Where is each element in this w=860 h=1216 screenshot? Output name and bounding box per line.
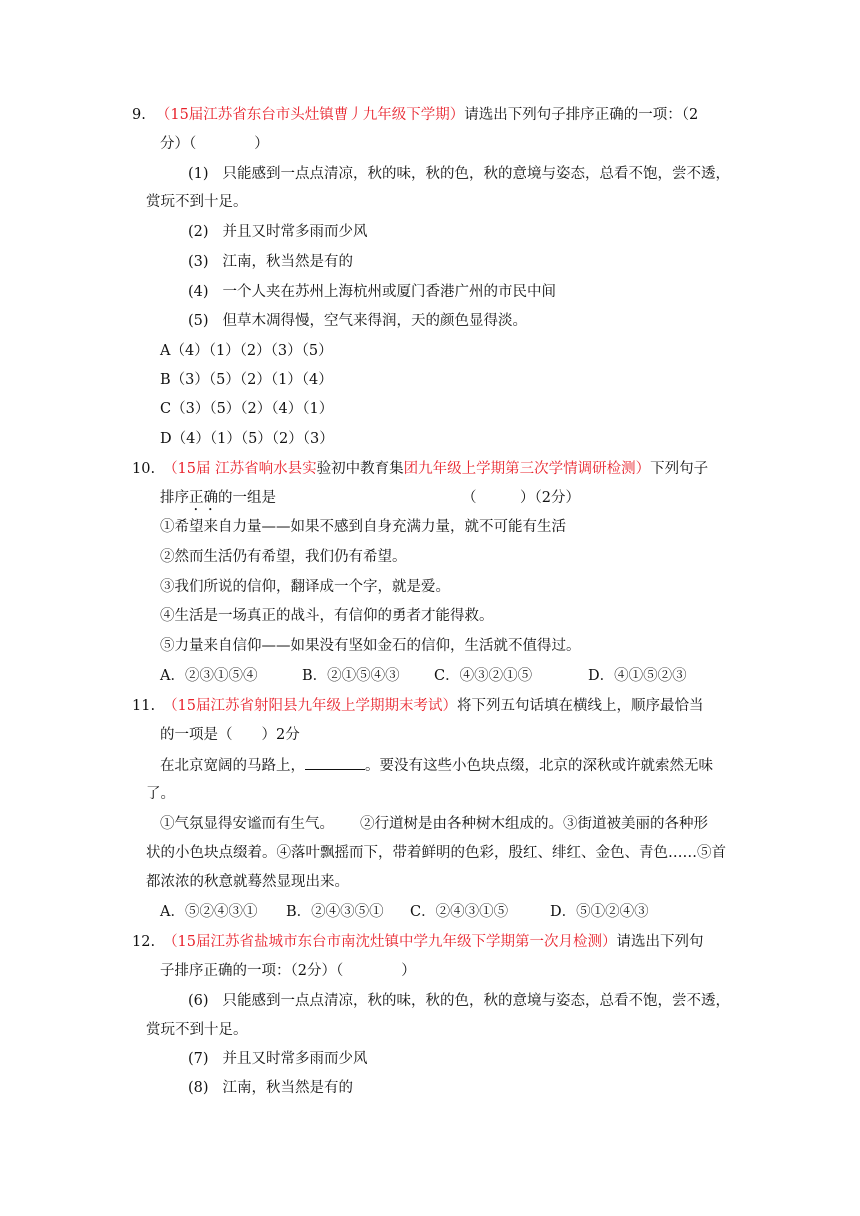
q9-number: 9. (132, 107, 146, 123)
q11-passage-line1: 在北京宽阔的马路上， 。要没有这些小色块点缀，北京的深秋或许就索然无味 (160, 755, 713, 776)
q9-option-a: A（4）（1）（2）（3）（5） (160, 343, 333, 359)
q11-option-d: D．⑤①②④③ (550, 904, 649, 920)
q12-item-6: (6) 只能感到一点点清凉，秋的味，秋的色，秋的意境与姿态，总看不饱，尝不透， (188, 993, 731, 1009)
q10-emphasis: 正确 (189, 490, 218, 506)
q9-item-1: (1) 只能感到一点点清凉，秋的味，秋的色，秋的意境与姿态，总看不饱，尝不透， (188, 166, 731, 182)
q11-sentences-3: 都浓浓的秋意就蓦然显现出来。 (146, 874, 349, 890)
q11-fill-blank (305, 755, 365, 770)
q10-item-2: ②然而生活仍有希望，我们仍有希望。 (160, 549, 407, 565)
q10-option-a: A．②③①⑤④ (160, 668, 258, 684)
q9-option-c: C（3）（5）（2）（4）（1） (160, 401, 334, 417)
q9-item-3: (3) 江南，秋当然是有的 (188, 254, 354, 270)
q11-option-b: B．②④③⑤① (286, 904, 384, 920)
q11-line1 (132, 696, 704, 716)
q11-prompt: 将下列五句话填在横线上，顺序最恰当 (457, 698, 704, 714)
q10-answer-paren: （ ）（2分） (462, 490, 580, 506)
q11-prompt-cont: 的一项是（ ）2分 (160, 727, 300, 743)
q10-item-3: ③我们所说的信仰，翻译成一个字，就是爱。 (160, 579, 450, 595)
q9-item-1-cont: 赏玩不到十足。 (146, 194, 248, 210)
q11-option-c: C．②④③①⑤ (410, 904, 509, 920)
q11-option-a: A．⑤②④③① (160, 904, 258, 920)
q11-number: 11. (132, 698, 156, 714)
q12-item-7: (7) 并且又时常多雨而少风 (188, 1051, 368, 1067)
q12-prompt-cont: 子排序正确的一项：（2分）（ ） (160, 963, 416, 979)
q12-source: （15届江苏省盐城市东台市南沈灶镇中学九年级下学期第一次月检测） (163, 934, 617, 950)
q10-source-c: 团九年级上学期第三次学情调研检测） (403, 461, 651, 477)
q12-prompt: 请选出下列句 (616, 934, 704, 950)
q10-line1 (132, 459, 708, 479)
q9-source: （15届江苏省东台市头灶镇曹丿九年级下学期） (155, 107, 465, 123)
q10-source-a: （15届 江苏省响水县实 (163, 461, 317, 477)
q9-item-2: (2) 并且又时常多雨而少风 (188, 224, 368, 240)
q9-prompt-cont: 分）（ ） (160, 136, 269, 152)
q10-line2: 排序正确的一组是 (160, 490, 276, 506)
q10-prompt: 下列句子 (650, 461, 709, 477)
q9-item-4: (4) 一个人夹在苏州上海杭州或厦门香港广州的市民中间 (188, 284, 557, 300)
q9-option-b: B（3）（5）（2）（1）（4） (160, 372, 333, 388)
q11-passage-line2: 了。 (146, 786, 175, 802)
q12-item-8: (8) 江南，秋当然是有的 (188, 1080, 354, 1096)
q10-item-4: ④生活是一场真正的战斗，有信仰的勇者才能得救。 (160, 608, 494, 624)
q11-sentences-1: ①气氛显得安谧而有生气。 ②行道树是由各种树木组成的。③街道被美丽的各种形 (160, 816, 708, 832)
q10-item-5: ⑤力量来自信仰——如果没有坚如金石的信仰，生活就不值得过。 (160, 638, 581, 654)
q12-line1 (132, 932, 704, 952)
q10-option-b: B．②①⑤④③ (302, 668, 400, 684)
q9-prompt: 请选出下列句子排序正确的一项：（2 (464, 107, 699, 123)
q12-number: 12. (132, 934, 156, 950)
q10-option-c: C．④③②①⑤ (434, 668, 533, 684)
q10-option-d: D．④①⑤②③ (588, 668, 687, 684)
q9-item-5: (5) 但草木凋得慢，空气来得润，天的颜色显得淡。 (188, 313, 528, 329)
q10-item-1: ①希望来自力量——如果不感到自身充满力量，就不可能有生活 (160, 519, 566, 535)
q9-line1 (132, 105, 698, 125)
q9-option-d: D（4）（1）（5）（2）（3） (160, 431, 334, 447)
q12-item-6-cont: 赏玩不到十足。 (146, 1022, 248, 1038)
q10-source-b: 验初中教育集 (316, 461, 404, 477)
q11-sentences-2: 状的小色块点缀着。④落叶飘摇而下，带着鲜明的色彩，殷红、绯红、金色、青色……⑤首 (146, 845, 726, 861)
q11-source: （15届江苏省射阳县九年级上学期期末考试） (163, 698, 458, 714)
q10-number: 10. (132, 461, 156, 477)
